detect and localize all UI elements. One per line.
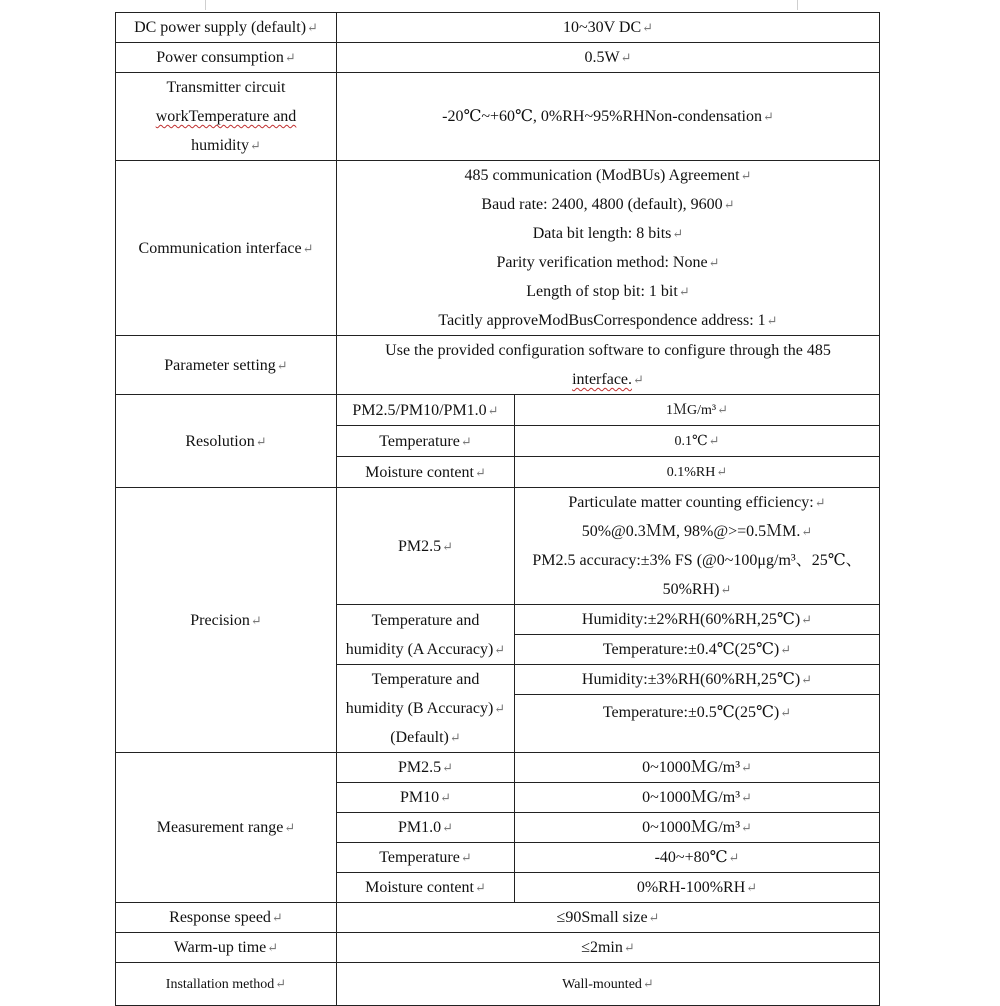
precision-b-name: Temperature and humidity (B Accuracy)↵ (Default)↵ [337,665,515,753]
row-power-consumption [116,43,880,73]
precision-a-temperature: Temperature:±0.4℃(25℃)↵ [515,635,880,665]
resolution-item-name: Moisture content↵ [337,457,515,488]
precision-b-temperature: Temperature:±0.5℃(25℃)↵ [515,695,880,753]
value-work-temp: -20℃~+60℃, 0%RH~95%RHNon-condensation↵ [337,73,880,161]
row-resolution-1 [116,395,880,426]
resolution-item-value: 0.1℃↵ [515,426,880,457]
range-item-name: Moisture content↵ [337,873,515,903]
label-measurement-range: Measurement range↵ [116,753,337,903]
spec-table [115,12,880,1006]
value-power-consumption: 0.5W↵ [337,43,880,73]
precision-a-name: Temperature and humidity (A Accuracy)↵ [337,605,515,665]
label-resolution: Resolution↵ [116,395,337,488]
resolution-item-name: PM2.5/PM10/PM1.0↵ [337,395,515,426]
resolution-item-value: 0.1%RH↵ [515,457,880,488]
range-item-value: -40~+80℃↵ [515,843,880,873]
row-communication [116,161,880,336]
label-communication: Communication interface↵ [116,161,337,336]
value-response-speed: ≤90Small size↵ [337,903,880,933]
value-communication: 485 communication (ModBUs) Agreement↵ Baud rate: 2400, 4800 (default), 9600↵ Data bit length: 8 bits↵ Parity verification method: None↵ Length of stop bit: 1 bit↵ Tacitly approveModBusCorrespondence address: 1↵ [337,161,880,336]
precision-pm25-name: PM2.5↵ [337,488,515,605]
value-installation: Wall-mounted↵ [337,963,880,1006]
label-warmup-time: Warm-up time↵ [116,933,337,963]
row-response-speed [116,903,880,933]
range-item-name: Temperature↵ [337,843,515,873]
resolution-item-name: Temperature↵ [337,426,515,457]
range-item-name: PM1.0↵ [337,813,515,843]
row-parameter [116,336,880,395]
range-item-name: PM2.5↵ [337,753,515,783]
range-item-value: 0~1000ＭG/m³↵ [515,783,880,813]
row-warmup-time [116,933,880,963]
label-precision: Precision↵ [116,488,337,753]
row-power-supply [116,13,880,43]
range-item-name: PM10↵ [337,783,515,813]
label-parameter: Parameter setting↵ [116,336,337,395]
label-power-supply: DC power supply (default)↵ [116,13,337,43]
range-item-value: 0~1000ＭG/m³↵ [515,753,880,783]
page-edge-mark-right [797,0,798,10]
row-installation [116,963,880,1006]
row-work-temp [116,73,880,161]
page-edge-mark-left [205,0,206,10]
range-item-value: 0%RH-100%RH↵ [515,873,880,903]
label-response-speed: Response speed↵ [116,903,337,933]
row-precision-pm25 [116,488,880,605]
precision-b-humidity: Humidity:±3%RH(60%RH,25℃)↵ [515,665,880,695]
value-warmup-time: ≤2min↵ [337,933,880,963]
value-parameter: Use the provided configuration software to configure through the 485 interface.↵ [337,336,880,395]
label-power-consumption: Power consumption↵ [116,43,337,73]
resolution-item-value: 1ＭG/m³↵ [515,395,880,426]
label-installation: Installation method↵ [116,963,337,1006]
row-range-1 [116,753,880,783]
precision-a-humidity: Humidity:±2%RH(60%RH,25℃)↵ [515,605,880,635]
precision-pm25-value: Particulate matter counting efficiency:↵ 50%@0.3ＭM, 98%@>=0.5ＭM.↵ PM2.5 accuracy:±3% FS (@0~100μg/m³、25℃、 50%RH)↵ [515,488,880,605]
range-item-value: 0~1000ＭG/m³↵ [515,813,880,843]
label-work-temp: Transmitter circuit workTemperature and humidity↵ [116,73,337,161]
value-power-supply: 10~30V DC↵ [337,13,880,43]
